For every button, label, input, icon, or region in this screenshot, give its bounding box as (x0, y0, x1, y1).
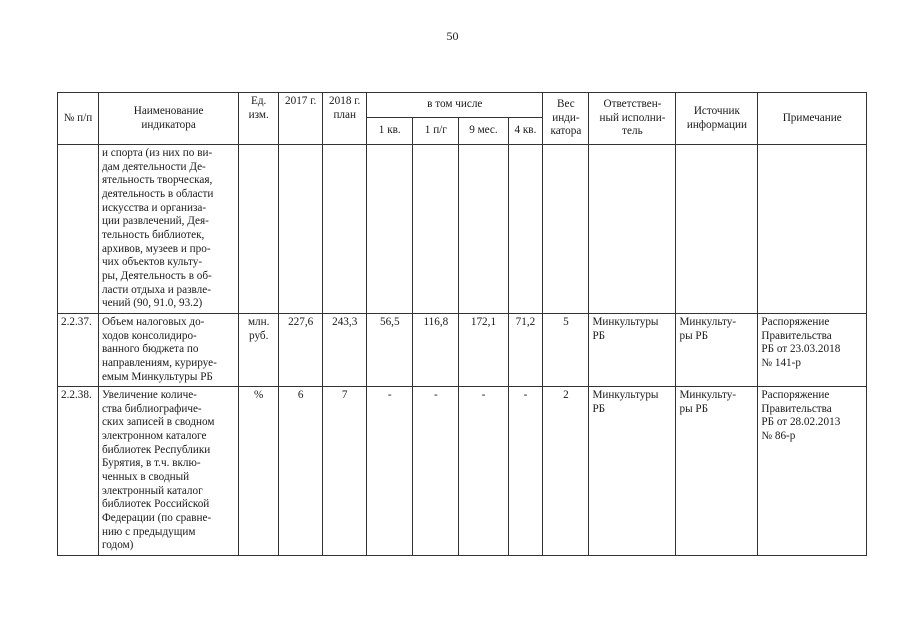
cell-2017: 227,6 (279, 313, 323, 386)
cell-h1: - (413, 387, 459, 556)
cell-9m: 172,1 (459, 313, 508, 386)
cell-weight (543, 145, 589, 314)
header-2017: 2017 г. (279, 93, 323, 145)
cell-unit (239, 145, 279, 314)
cell-2017: 6 (279, 387, 323, 556)
cell-q1: 56,5 (367, 313, 413, 386)
header-2018: 2018 г. план (323, 93, 367, 145)
header-num: № п/п (58, 93, 99, 145)
header-q1: 1 кв. (367, 118, 413, 145)
cell-q4: 71,2 (508, 313, 543, 386)
cell-weight: 5 (543, 313, 589, 386)
cell-num (58, 145, 99, 314)
indicators-table (57, 92, 867, 556)
cell-note: Распоряжение Правительства РБ от 28.02.2013 № 86-р (758, 387, 867, 556)
cell-unit: млн. руб. (239, 313, 279, 386)
cell-note: Распоряжение Правительства РБ от 23.03.2018 № 141-р (758, 313, 867, 386)
table-row (58, 313, 867, 386)
cell-unit: % (239, 387, 279, 556)
cell-num: 2.2.37. (58, 313, 99, 386)
cell-responsible: Минкультуры РБ (589, 313, 676, 386)
cell-2018: 7 (323, 387, 367, 556)
cell-weight: 2 (543, 387, 589, 556)
header-name: Наименование индикатора (98, 93, 238, 145)
cell-num: 2.2.38. (58, 387, 99, 556)
table-row (58, 145, 867, 314)
header-h1: 1 п/г (413, 118, 459, 145)
header-weight: Вес инди- катора (543, 93, 589, 145)
cell-name: Увеличение количе- ства библиографиче- ских записей в сводном электронном каталоге библиотек Республики Бурятия, в т.ч. вклю- ченных в сводный электронный каталог библиотек Российской Федерации (по сравне- нию с предыдущим годом) (98, 387, 238, 556)
cell-2018 (323, 145, 367, 314)
cell-9m: - (459, 387, 508, 556)
header-note: Примечание (758, 93, 867, 145)
cell-2017 (279, 145, 323, 314)
cell-2018: 243,3 (323, 313, 367, 386)
header-responsible: Ответствен- ный исполни- тель (589, 93, 676, 145)
cell-q1 (367, 145, 413, 314)
cell-source (676, 145, 758, 314)
cell-q1: - (367, 387, 413, 556)
cell-name: и спорта (из них по ви- дам деятельности Де- ятельность творческая, деятельность в области искусства и организа- ции развлечений, Дея- тельность библиотек, архивов, музеев и про- чих объектов культу- ры, Деятельность в об- ласти отдыха и развле- чений (90, 91.0, 93.2) (98, 145, 238, 314)
cell-responsible (589, 145, 676, 314)
header-q4: 4 кв. (508, 118, 543, 145)
cell-q4: - (508, 387, 543, 556)
cell-9m (459, 145, 508, 314)
header-source: Источник информации (676, 93, 758, 145)
page-number: 50 (446, 29, 459, 43)
cell-h1: 116,8 (413, 313, 459, 386)
header-unit: Ед. изм. (239, 93, 279, 145)
header-9m: 9 мес. (459, 118, 508, 145)
cell-h1 (413, 145, 459, 314)
cell-q4 (508, 145, 543, 314)
cell-source: Минкульту- ры РБ (676, 387, 758, 556)
header-row-1 (58, 93, 867, 118)
cell-source: Минкульту- ры РБ (676, 313, 758, 386)
cell-responsible: Минкультуры РБ (589, 387, 676, 556)
cell-note (758, 145, 867, 314)
header-including: в том числе (367, 93, 543, 118)
table-row (58, 387, 867, 556)
cell-name: Объем налоговых до- ходов консолидиро- ванного бюджета по направлениям, курируе- емым Минкультуры РБ (98, 313, 238, 386)
